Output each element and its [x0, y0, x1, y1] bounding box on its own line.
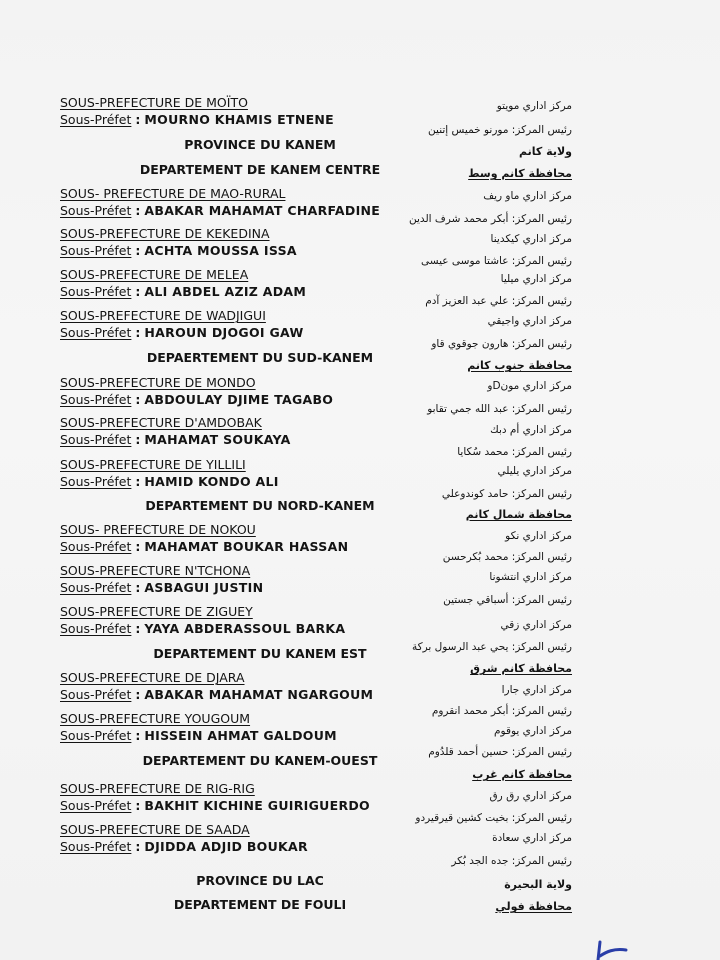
ar-province-heading: ولاية البحيرة — [504, 878, 572, 891]
sous-prefet-name: ABAKAR MAHAMAT NGARGOUM — [144, 687, 374, 702]
colon-separator: : — [135, 728, 141, 743]
colon-separator: : — [135, 112, 141, 127]
ar-chief-line: رئيس المركز: بخيت كشين قيرقيردو — [415, 812, 572, 824]
colon-separator: : — [135, 243, 141, 258]
sous-prefet-label: Sous-Préfet — [60, 798, 132, 813]
sous-prefet-line — [60, 838, 480, 855]
ar-department-heading: محافظة فولي — [495, 900, 572, 913]
sous-prefecture-title: SOUS-PREFECTURE DE MELEA — [60, 267, 249, 282]
sous-prefet-name: ASBAGUI JUSTIN — [144, 580, 264, 595]
ar-chief-line: رئيس المركز: علي عبد العزيز آدم — [425, 295, 572, 307]
sous-prefecture-title: SOUS-PREFECTURE DE KEKEDINA — [60, 226, 270, 241]
department-heading: DEPARTEMENT DU KANEM-OUEST — [142, 753, 378, 768]
sous-prefecture-title: SOUS-PREFECTURE DE SAADA — [60, 822, 250, 837]
sous-prefet-name: ACHTA MOUSSA ISSA — [144, 243, 297, 258]
ar-department-heading: محافظة كانم غرب — [472, 768, 572, 781]
colon-separator: : — [135, 203, 141, 218]
sous-prefet-line — [60, 473, 480, 490]
ar-center-line: مركز اداري نكو — [505, 530, 572, 542]
ar-center-line: مركز اداري يليلي — [497, 465, 572, 477]
entry-ntchona — [60, 562, 480, 596]
entry-melea — [60, 266, 480, 300]
sous-prefet-line — [60, 111, 480, 128]
ar-center-line: مركز اداري سعادة — [492, 832, 572, 844]
ar-center-line: مركز اداري مونDو — [487, 380, 572, 392]
sous-prefet-name: HAMID KONDO ALI — [144, 474, 279, 489]
sous-prefet-label: Sous-Préfet — [60, 203, 132, 218]
sous-prefet-line — [60, 686, 480, 703]
entry-amdobak — [60, 414, 480, 448]
ar-department-heading: محافظة جنوب كانم — [467, 359, 572, 372]
ar-chief-line: رئيس المركز: جده الجد بُكر — [451, 855, 572, 867]
sous-prefet-line — [60, 283, 480, 300]
ar-chief-line: رئيس المركز: محمد سُكايا — [457, 446, 572, 458]
ar-center-line: مركز اداري مويتو — [496, 100, 572, 112]
ar-chief-line: رئيس المركز: هارون جوقوي قاو — [431, 338, 572, 350]
sous-prefet-line — [60, 242, 480, 259]
sous-prefet-label: Sous-Préfet — [60, 243, 132, 258]
sous-prefet-name: DJIDDA ADJID BOUKAR — [144, 839, 308, 854]
ar-center-line: مركز اداري زقي — [500, 619, 572, 631]
ar-chief-line: رئيس المركز: أبكر محمد انقروم — [431, 705, 572, 717]
sous-prefecture-title: SOUS-PREFECTURE DE DJARA — [60, 670, 245, 685]
sous-prefet-label: Sous-Préfet — [60, 325, 132, 340]
entry-mondo — [60, 374, 480, 408]
department-heading: DEPAERTEMENT DU SUD-KANEM — [146, 350, 374, 365]
department-heading: DEPARTEMENT DU NORD-KANEM — [145, 498, 375, 513]
sous-prefet-line — [60, 538, 480, 555]
ar-center-line: مركز اداري انتشونا — [489, 571, 572, 583]
sous-prefet-line — [60, 391, 480, 408]
ar-chief-line: رئيس المركز: محمد بُكرحسن — [442, 551, 572, 563]
department-heading: DEPARTEMENT DE KANEM CENTRE — [139, 162, 381, 177]
entry-djara — [60, 669, 480, 703]
ar-center-line: مركز اداري جارا — [501, 684, 572, 696]
sous-prefecture-title: SOUS-PREFECTURE DE WADJIGUI — [60, 308, 266, 323]
department-heading: DEPARTEMENT DE FOULI — [173, 897, 347, 912]
sous-prefet-name: YAYA ABDERASSOUL BARKA — [144, 621, 346, 636]
signature-stroke-icon — [592, 932, 632, 960]
sous-prefet-label: Sous-Préfet — [60, 112, 132, 127]
sous-prefecture-title: SOUS-PREFECTURE DE MOÏTO — [60, 95, 248, 110]
sous-prefecture-title: SOUS-PREFECTURE DE YILLILI — [60, 457, 246, 472]
colon-separator: : — [135, 474, 141, 489]
ar-center-line: مركز اداري رق رق — [489, 790, 572, 802]
ar-chief-line: رئيس المركز: أسباقي جستين — [443, 594, 572, 606]
ar-department-heading: محافظة كانم وسط — [468, 167, 572, 180]
entry-yougoum — [60, 710, 480, 744]
sous-prefet-label: Sous-Préfet — [60, 687, 132, 702]
entry-ziguey — [60, 603, 480, 637]
colon-separator: : — [135, 392, 141, 407]
sous-prefet-name: MAHAMAT SOUKAYA — [144, 432, 291, 447]
entry-saada — [60, 821, 480, 855]
department-heading: DEPARTEMENT DU KANEM EST — [153, 646, 367, 661]
sous-prefecture-title: SOUS-PREFECTURE D'AMDOBAK — [60, 415, 262, 430]
ar-center-line: مركز اداري ميليا — [500, 273, 572, 285]
colon-separator: : — [135, 325, 141, 340]
sous-prefet-label: Sous-Préfet — [60, 839, 132, 854]
entry-nokou — [60, 521, 480, 555]
colon-separator: : — [135, 284, 141, 299]
entry-kekedina — [60, 225, 480, 259]
sous-prefet-name: HISSEIN AHMAT GALDOUM — [144, 728, 337, 743]
sous-prefecture-title: SOUS-PREFECTURE DE ZIGUEY — [60, 604, 253, 619]
sous-prefet-label: Sous-Préfet — [60, 392, 132, 407]
sous-prefet-name: MAHAMAT BOUKAR HASSAN — [144, 539, 349, 554]
ar-chief-line: رئيس المركز: حسين أحمد قلدُوم — [428, 746, 572, 758]
ar-chief-line: رئيس المركز: أبكر محمد شرف الدين — [409, 213, 572, 225]
ar-center-line: مركز اداري أم دبك — [490, 424, 572, 436]
sous-prefet-line — [60, 324, 480, 341]
sous-prefecture-title: SOUS- PREFECTURE DE MAO-RURAL — [60, 186, 286, 201]
colon-separator: : — [135, 798, 141, 813]
sous-prefet-label: Sous-Préfet — [60, 432, 132, 447]
entry-yillili — [60, 456, 480, 490]
sous-prefecture-title: SOUS-PREFECTURE DE MONDO — [60, 375, 256, 390]
colon-separator: : — [135, 687, 141, 702]
sous-prefet-name: ABDOULAY DJIME TAGABO — [144, 392, 334, 407]
sous-prefet-label: Sous-Préfet — [60, 728, 132, 743]
sous-prefecture-title: SOUS-PREFECTURE YOUGOUM — [60, 711, 251, 726]
sous-prefet-name: ABAKAR MAHAMAT CHARFADINE — [144, 203, 381, 218]
sous-prefet-label: Sous-Préfet — [60, 539, 132, 554]
province-heading: PROVINCE DU KANEM — [184, 137, 336, 152]
colon-separator: : — [135, 539, 141, 554]
sous-prefet-name: ALI ABDEL AZIZ ADAM — [144, 284, 307, 299]
entry-rig-rig — [60, 780, 480, 814]
sous-prefet-line — [60, 727, 480, 744]
sous-prefet-name: HAROUN DJOGOI GAW — [144, 325, 304, 340]
ar-center-line: مركز اداري كيكدينا — [490, 233, 572, 245]
sous-prefecture-title: SOUS-PREFECTURE N'TCHONA — [60, 563, 251, 578]
sous-prefet-label: Sous-Préfet — [60, 580, 132, 595]
ar-province-heading: ولاية كانم — [519, 145, 572, 158]
sous-prefet-label: Sous-Préfet — [60, 284, 132, 299]
colon-separator: : — [135, 580, 141, 595]
ar-chief-line: رئيس المركز: حامد كوندوعلي — [441, 488, 572, 500]
sous-prefet-name: BAKHIT KICHINE GUIRIGUERDO — [144, 798, 370, 813]
sous-prefet-label: Sous-Préfet — [60, 474, 132, 489]
colon-separator: : — [135, 621, 141, 636]
ar-chief-line: رئيس المركز: عبد الله جمي تقابو — [427, 403, 572, 415]
province-heading: PROVINCE DU LAC — [196, 873, 324, 888]
sous-prefecture-title: SOUS- PREFECTURE DE NOKOU — [60, 522, 256, 537]
sous-prefet-label: Sous-Préfet — [60, 621, 132, 636]
ar-chief-line: رئيس المركز: مورنو خميس إتنين — [428, 124, 572, 136]
ar-department-heading: محافظة شمال كانم — [465, 508, 572, 521]
colon-separator: : — [135, 839, 141, 854]
entry-wadjigui — [60, 307, 480, 341]
colon-separator: : — [135, 432, 141, 447]
sous-prefet-name: MOURNO KHAMIS ETNENE — [144, 112, 335, 127]
entry-moito — [60, 94, 480, 128]
sous-prefecture-title: SOUS-PREFECTURE DE RIG-RIG — [60, 781, 255, 796]
sous-prefet-line — [60, 620, 480, 637]
sous-prefet-line — [60, 579, 480, 596]
ar-chief-line: رئيس المركز: عاشتا موسى عيسى — [421, 255, 572, 267]
ar-department-heading: محافظة كانم شرق — [470, 662, 572, 675]
sous-prefet-line — [60, 431, 480, 448]
ar-chief-line: رئيس المركز: يحي عبد الرسول بركة — [411, 641, 572, 653]
ar-center-line: مركز اداري واجيقي — [487, 315, 572, 327]
ar-center-line: مركز اداري يوقوم — [494, 725, 572, 737]
ar-center-line: مركز اداري ماو ريف — [483, 190, 572, 202]
